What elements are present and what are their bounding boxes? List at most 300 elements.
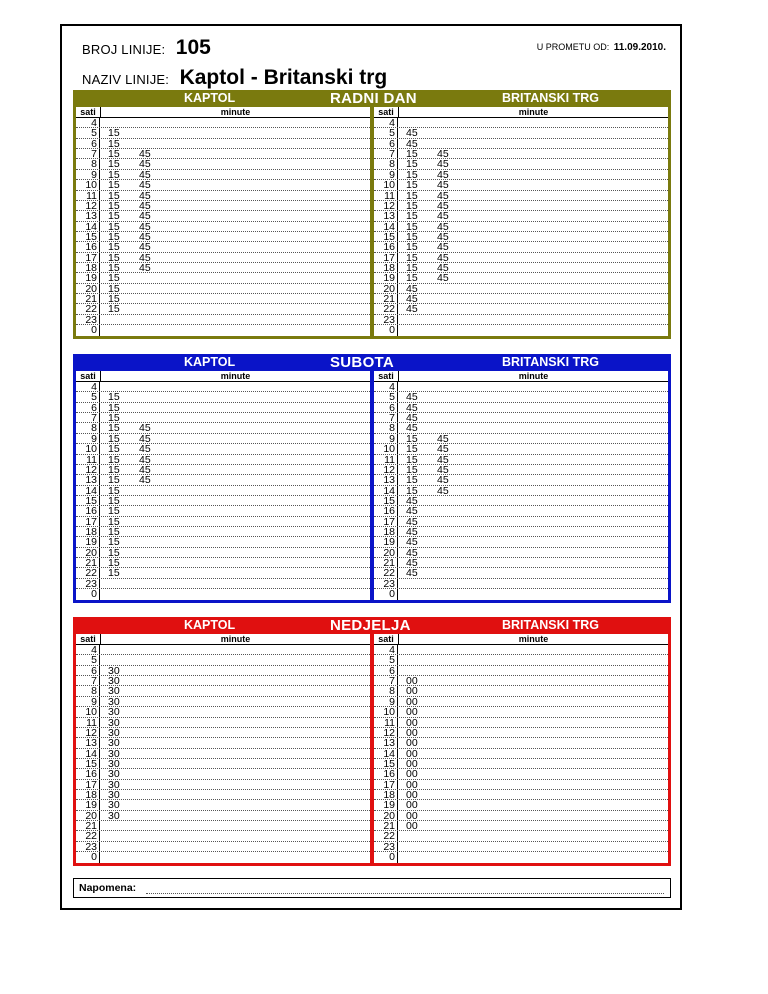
minutes-cell [100,589,370,599]
departure-minute: 45 [139,210,151,223]
hour-cell: 7 [76,149,100,158]
hours-column-header: sati [76,371,101,381]
hour-cell: 21 [374,558,398,567]
minutes-column-header: minute [518,371,549,381]
hour-cell: 19 [374,800,398,809]
table-row [76,506,370,516]
table-row [76,676,370,686]
minutes-column-header: minute [518,107,549,117]
table-row [374,558,668,568]
table-row [374,759,668,769]
minutes-cell [398,222,668,231]
hour-cell: 7 [374,149,398,158]
hour-cell: 20 [76,284,100,293]
table-row [374,666,668,676]
hour-cell: 20 [374,548,398,557]
table-row [76,413,370,423]
hour-cell: 9 [374,697,398,706]
minutes-cell [398,232,668,241]
hour-cell: 14 [76,222,100,231]
departure-minute: 30 [108,799,120,812]
minutes-cell [398,749,668,758]
hour-cell: 16 [76,769,100,778]
minutes-cell [398,675,668,688]
table-row [76,718,370,728]
day-type-name: SUBOTA [330,354,395,371]
departure-minute: 15 [108,127,120,140]
departure-minute: 00 [406,757,418,770]
table-row [76,811,370,821]
departure-minute: 45 [406,494,418,507]
table-row [374,211,668,221]
departure-minute: 45 [437,251,449,264]
departure-minute: 15 [406,241,418,254]
departure-minute: 15 [108,179,120,192]
departure-minute: 15 [108,412,120,425]
departure-minute: 15 [108,282,120,295]
minutes-cell [100,382,370,391]
hour-cell: 12 [374,728,398,737]
hour-cell: 19 [76,273,100,282]
departure-minute: 15 [108,391,120,404]
hour-cell: 9 [76,170,100,179]
departure-minute: 45 [406,557,418,570]
minutes-cell [398,315,668,324]
minutes-cell [398,685,668,698]
right-timetable [374,634,668,863]
minutes-cell [100,768,370,781]
minutes-cell [100,655,370,664]
table-row [76,568,370,578]
hour-cell: 14 [76,486,100,495]
minutes-cell [100,465,370,474]
minutes-cell [398,272,668,285]
table-row [374,738,668,748]
minutes-cell [398,706,668,719]
hour-cell: 18 [374,263,398,272]
left-timetable [76,371,370,600]
departure-minute: 45 [406,401,418,414]
departure-minute: 15 [406,443,418,456]
table-row [374,180,668,190]
left-stop-name: KAPTOL [184,618,236,632]
hour-cell: 20 [374,284,398,293]
table-row [374,325,668,335]
minutes-cell [398,496,668,505]
departure-minute: 15 [108,546,120,559]
table-row [76,465,370,475]
section-header [76,90,668,107]
timetable-sheet [60,24,682,910]
hour-cell: 0 [76,852,100,862]
departure-minute: 00 [406,809,418,822]
hour-cell: 13 [374,211,398,220]
table-row [76,382,370,392]
minutes-cell [100,191,370,200]
hour-cell: 11 [76,191,100,200]
table-row [374,548,668,558]
departure-minute: 15 [108,230,120,243]
departure-minute: 15 [108,293,120,306]
table-row [76,496,370,506]
hour-cell: 4 [76,118,100,127]
valid-from-label: U PROMETU OD: [536,42,610,52]
table-row [76,170,370,180]
table-row [76,180,370,190]
hour-cell: 22 [374,831,398,840]
hour-cell: 15 [374,759,398,768]
departure-minute: 45 [437,189,449,202]
table-row [76,558,370,568]
departure-minute: 00 [406,706,418,719]
table-row [374,128,668,138]
departure-minute: 15 [406,262,418,275]
day-type-name: NEDJELJA [330,617,411,634]
hour-cell: 11 [374,191,398,200]
table-row [374,304,668,314]
departure-minute: 45 [437,179,449,192]
table-row [374,475,668,485]
hour-cell: 17 [76,780,100,789]
departure-minute: 15 [406,432,418,445]
hour-cell: 19 [374,273,398,282]
table-row [374,149,668,159]
departure-minute: 00 [406,799,418,812]
minutes-cell [398,728,668,737]
minutes-cell [398,127,668,140]
minutes-cell [100,303,370,316]
minutes-cell [398,831,668,840]
hour-cell: 17 [76,517,100,526]
departure-minute: 45 [139,422,151,435]
minutes-cell [398,262,668,275]
minutes-cell [100,179,370,192]
table-row [76,455,370,465]
section-subota [73,354,671,603]
departure-minute: 45 [437,484,449,497]
minutes-cell [100,210,370,223]
valid-from [537,42,666,53]
departure-minute: 30 [108,695,120,708]
minutes-cell [100,759,370,768]
minutes-cell [398,391,668,404]
minutes-cell [398,852,668,862]
departure-minute: 30 [108,747,120,760]
table-header [76,371,370,382]
departure-minute: 30 [108,716,120,729]
table-row [374,780,668,790]
departure-minute: 45 [406,505,418,518]
minutes-cell [398,191,668,200]
table-row [76,589,370,599]
minutes-cell [100,139,370,148]
departure-minute: 15 [108,422,120,435]
table-row [76,253,370,263]
table-row [374,382,668,392]
table-row [374,315,668,325]
minutes-cell [100,403,370,412]
minutes-cell [100,170,370,179]
minutes-cell [398,403,668,412]
table-row [76,475,370,485]
hour-cell: 12 [76,728,100,737]
minutes-column-header: minute [220,634,251,644]
minutes-cell [100,697,370,706]
hour-cell: 6 [374,139,398,148]
hour-cell: 15 [76,759,100,768]
departure-minute: 45 [437,230,449,243]
minutes-cell [100,412,370,425]
departure-minute: 30 [108,757,120,770]
table-row [76,780,370,790]
hour-cell: 5 [374,655,398,664]
departure-minute: 15 [406,199,418,212]
minutes-cell [100,315,370,324]
hour-cell: 23 [76,842,100,851]
departure-minute: 45 [406,127,418,140]
table-row [374,655,668,665]
table-row [374,676,668,686]
minutes-cell [398,434,668,443]
hour-cell: 12 [76,465,100,474]
table-row [76,707,370,717]
departure-minute: 45 [139,158,151,171]
minutes-cell [100,422,370,435]
table-row [76,655,370,665]
minutes-cell [398,284,668,293]
departure-minute: 15 [108,272,120,285]
table-row [374,444,668,454]
minutes-cell [100,284,370,293]
table-row [374,423,668,433]
hour-cell: 22 [76,568,100,577]
hour-cell: 10 [76,707,100,716]
minutes-cell [398,148,668,161]
hour-cell: 17 [76,253,100,262]
table-row [76,392,370,402]
departure-minute: 15 [108,526,120,539]
minutes-cell [100,675,370,688]
minutes-cell [398,382,668,391]
departure-minute: 00 [406,778,418,791]
minutes-cell [100,325,370,335]
table-row [76,191,370,201]
minutes-cell [100,718,370,727]
minutes-cell [398,780,668,789]
minutes-cell [100,536,370,549]
minutes-cell [398,811,668,820]
minutes-cell [100,272,370,285]
departure-minute: 45 [406,303,418,316]
table-row [76,769,370,779]
table-row [76,831,370,841]
hour-cell: 5 [76,655,100,664]
right-stop-name: BRITANSKI TRG [502,618,599,632]
hour-cell: 8 [76,423,100,432]
departure-minute: 30 [108,726,120,739]
hour-cell: 11 [76,718,100,727]
table-row [374,527,668,537]
table-row [374,852,668,862]
minutes-cell [398,789,668,802]
table-row [76,548,370,558]
hour-cell: 18 [76,527,100,536]
departure-minute: 15 [108,220,120,233]
minutes-cell [100,434,370,443]
minutes-cell [100,253,370,262]
table-row [76,517,370,527]
departure-minute: 15 [108,474,120,487]
right-stop-name: BRITANSKI TRG [502,91,599,105]
departure-minute: 30 [108,675,120,688]
minutes-cell [398,303,668,316]
minutes-cell [398,589,668,599]
hour-cell: 16 [374,506,398,515]
minutes-cell [398,557,668,570]
departure-minute: 15 [108,463,120,476]
table-row [76,139,370,149]
table-row [76,645,370,655]
table-row [374,139,668,149]
departure-minute: 45 [406,282,418,295]
valid-from-date: 11.09.2010. [613,42,666,53]
departure-minute: 45 [139,474,151,487]
departure-minute: 45 [139,189,151,202]
minutes-cell [100,118,370,127]
hour-cell: 15 [76,232,100,241]
hours-column-header: sati [76,107,101,117]
table-row [76,242,370,252]
table-row [374,537,668,547]
minutes-cell [100,685,370,698]
minutes-cell [398,579,668,588]
departure-minute: 45 [437,463,449,476]
minutes-cell [100,262,370,275]
departure-minute: 45 [139,230,151,243]
table-row [374,465,668,475]
table-row [76,790,370,800]
hours-column-header: sati [374,107,399,117]
departure-minute: 30 [108,706,120,719]
minutes-cell [398,536,668,549]
table-row [76,222,370,232]
right-timetable [374,371,668,600]
line-name: Kaptol - Britanski trg [179,66,388,89]
departure-minute: 00 [406,726,418,739]
table-row [76,486,370,496]
hour-cell: 0 [374,852,398,862]
hour-cell: 17 [374,780,398,789]
table-row [76,263,370,273]
hour-cell: 5 [76,128,100,137]
hour-cell: 17 [374,253,398,262]
table-row [374,403,668,413]
departure-minute: 30 [108,685,120,698]
minutes-cell [398,799,668,812]
hour-cell: 18 [76,263,100,272]
departure-minute: 00 [406,747,418,760]
minutes-column-header: minute [220,371,251,381]
hour-cell: 6 [374,403,398,412]
hour-cell: 18 [76,790,100,799]
departure-minute: 15 [406,484,418,497]
minutes-cell [100,526,370,539]
table-row [76,749,370,759]
note-line [146,893,664,894]
departure-minute: 15 [108,453,120,466]
departure-minute: 45 [139,220,151,233]
hour-cell: 5 [76,392,100,401]
departure-minute: 30 [108,778,120,791]
hour-cell: 23 [374,315,398,324]
table-row [374,697,668,707]
hours-column-header: sati [374,371,399,381]
table-row [76,315,370,325]
departure-minute: 45 [139,241,151,254]
table-row [374,486,668,496]
left-stop-name: KAPTOL [184,355,236,369]
departure-minute: 15 [406,272,418,285]
minutes-cell [100,391,370,404]
minutes-cell [398,293,668,306]
minutes-cell [398,412,668,425]
table-row [76,821,370,831]
departure-minute: 15 [108,158,120,171]
minutes-cell [398,645,668,654]
departure-minute: 00 [406,768,418,781]
table-row [374,170,668,180]
table-row [374,749,668,759]
departure-minute: 45 [437,272,449,285]
table-row [76,149,370,159]
table-row [76,527,370,537]
minutes-cell [398,697,668,706]
hour-cell: 13 [76,211,100,220]
departure-minute: 45 [437,220,449,233]
hour-cell: 17 [374,517,398,526]
hour-cell: 4 [374,645,398,654]
hour-cell: 6 [76,666,100,675]
table-row [374,790,668,800]
table-row [374,842,668,852]
table-row [374,434,668,444]
minutes-cell [100,232,370,241]
departure-minute: 15 [108,432,120,445]
departure-minute: 15 [406,220,418,233]
hour-cell: 20 [76,548,100,557]
departure-minute: 30 [108,809,120,822]
minutes-cell [100,842,370,851]
hour-cell: 21 [76,558,100,567]
hour-cell: 6 [374,666,398,675]
departure-minute: 15 [108,303,120,316]
hour-cell: 0 [374,325,398,335]
hour-cell: 5 [374,392,398,401]
departure-minute: 45 [406,515,418,528]
minutes-cell [100,241,370,254]
table-row [76,579,370,589]
departure-minute: 00 [406,789,418,802]
departure-minute: 45 [437,474,449,487]
departure-minute: 15 [108,137,120,150]
note-box [73,878,671,898]
hour-cell: 7 [76,413,100,422]
departure-minute: 45 [406,293,418,306]
table-row [76,738,370,748]
minutes-cell [100,645,370,654]
departure-minute: 45 [406,536,418,549]
hour-cell: 6 [76,139,100,148]
